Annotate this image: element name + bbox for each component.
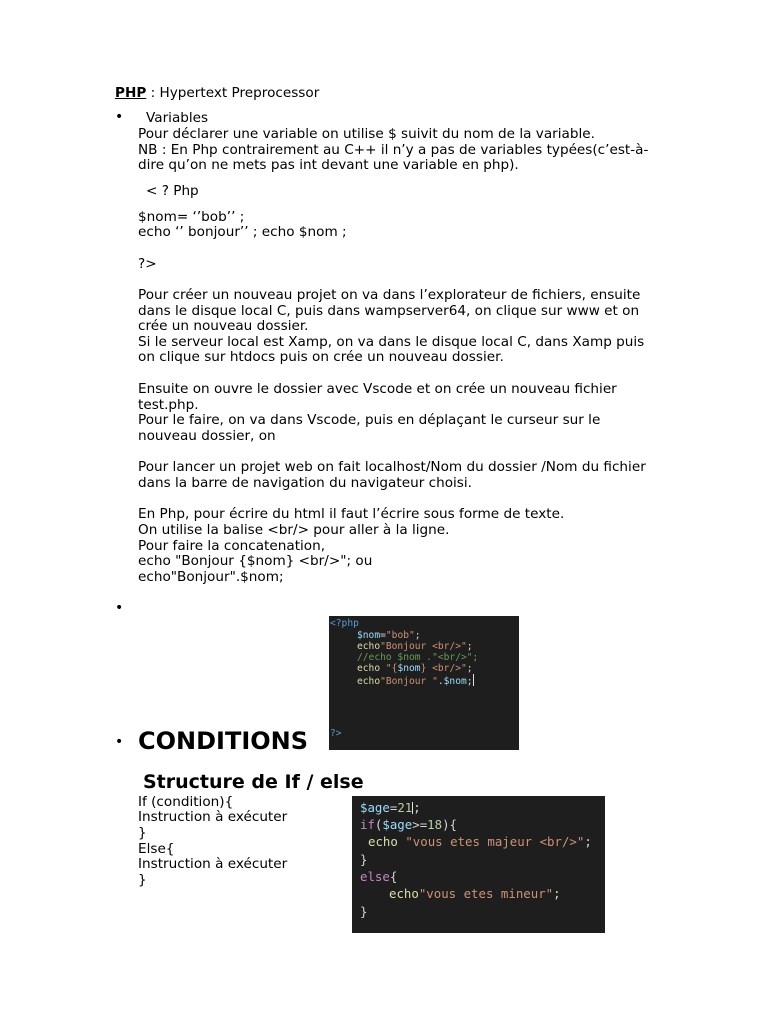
text-line: dans le disque local C, puis dans wampserver64, on clique sur www et on [138, 303, 640, 319]
code-line: echo"Bonjour ".$nom; [357, 676, 473, 687]
conditions-heading: CONDITIONS [138, 727, 309, 755]
text-line: NB : En Php contrairement au C++ il n’y a pas de variables typées(c’est-à- [138, 142, 649, 158]
code-line: echo"vous etes mineur"; [389, 886, 561, 901]
text-line: En Php, pour écrire du html il faut l’écrire sous forme de texte. [138, 506, 565, 522]
text-line: Pour le faire, on va dans Vscode, puis en déplaçant le curseur sur le [138, 412, 601, 428]
code-text-line: ?> [138, 256, 157, 272]
code-text-line: $nom= ‘’bob’’ ; [138, 209, 245, 225]
code-line: if($age>=18){ [360, 817, 457, 832]
code-screenshot-echo [329, 616, 519, 750]
text-line: Instruction à exécuter [138, 809, 288, 825]
variables-heading: Variables [146, 110, 209, 126]
text-line: Pour déclarer une variable on utilise $ suivit du nom de la variable. [138, 126, 595, 142]
text-line: echo "Bonjour {$nom} <br/>"; ou [138, 553, 373, 569]
text-line: Pour faire la concatenation, [138, 538, 326, 554]
text-line: dans la barre de navigation du navigateur choisi. [138, 475, 472, 491]
code-text-line: < ? Php [146, 183, 199, 199]
php-acronym: PHP [115, 85, 147, 101]
text-line: echo"Bonjour".$nom; [138, 569, 284, 585]
code-comment-line: //echo $nom ."<br/>"; [357, 652, 479, 663]
text-line: Pour lancer un projet web on fait localhost/Nom du dossier /Nom du fichier [138, 459, 646, 475]
text-line: test.php. [138, 397, 199, 413]
code-line: echo "{$nom} <br/>"; [357, 663, 473, 674]
code-text-line: echo ‘’ bonjour’’ ; echo $nom ; [138, 224, 347, 240]
code-line: echo "vous etes majeur <br/>"; [368, 834, 592, 849]
text-line: Ensuite on ouvre le dossier avec Vscode et on crée un nouveau fichier [138, 381, 617, 397]
if-else-subheading: Structure de If / else [143, 771, 364, 793]
text-line: Pour créer un nouveau projet on va dans l’explorateur de fichiers, ensuite [138, 287, 641, 303]
text-line: Instruction à exécuter [138, 856, 288, 872]
php-definition: : Hypertext Preprocessor [146, 85, 320, 101]
document-title [115, 86, 319, 102]
text-line: On utilise la balise <br/> pour aller à la ligne. [138, 522, 450, 538]
text-line: on clique sur htdocs puis on crée un nouveau dossier. [138, 349, 504, 365]
text-line: crée un nouveau dossier. [138, 318, 309, 334]
code-line: <?php [330, 618, 359, 629]
text-line: Else{ [138, 841, 175, 857]
bullet-icon: • [115, 109, 124, 125]
code-screenshot-if-else [352, 796, 605, 933]
text-line: Si le serveur local est Xamp, on va dans le disque local C, dans Xamp puis [138, 334, 645, 350]
text-line: If (condition){ [138, 794, 234, 810]
text-line: nouveau dossier, on [138, 428, 276, 444]
code-line: } [360, 852, 368, 867]
bullet-icon: • [115, 600, 124, 616]
code-line: $nom="bob"; [357, 630, 421, 641]
code-line: ?> [330, 728, 342, 739]
code-line: echo"Bonjour <br/>"; [357, 641, 473, 652]
text-cursor-icon [473, 674, 474, 686]
bullet-icon: • [115, 734, 124, 750]
text-line: } [138, 825, 147, 841]
code-line: } [360, 904, 368, 919]
text-line: } [138, 872, 147, 888]
text-line: dire qu’on ne mets pas int devant une variable en php). [138, 157, 519, 173]
code-line: else{ [360, 869, 398, 884]
code-line: $age=21; [360, 800, 421, 815]
